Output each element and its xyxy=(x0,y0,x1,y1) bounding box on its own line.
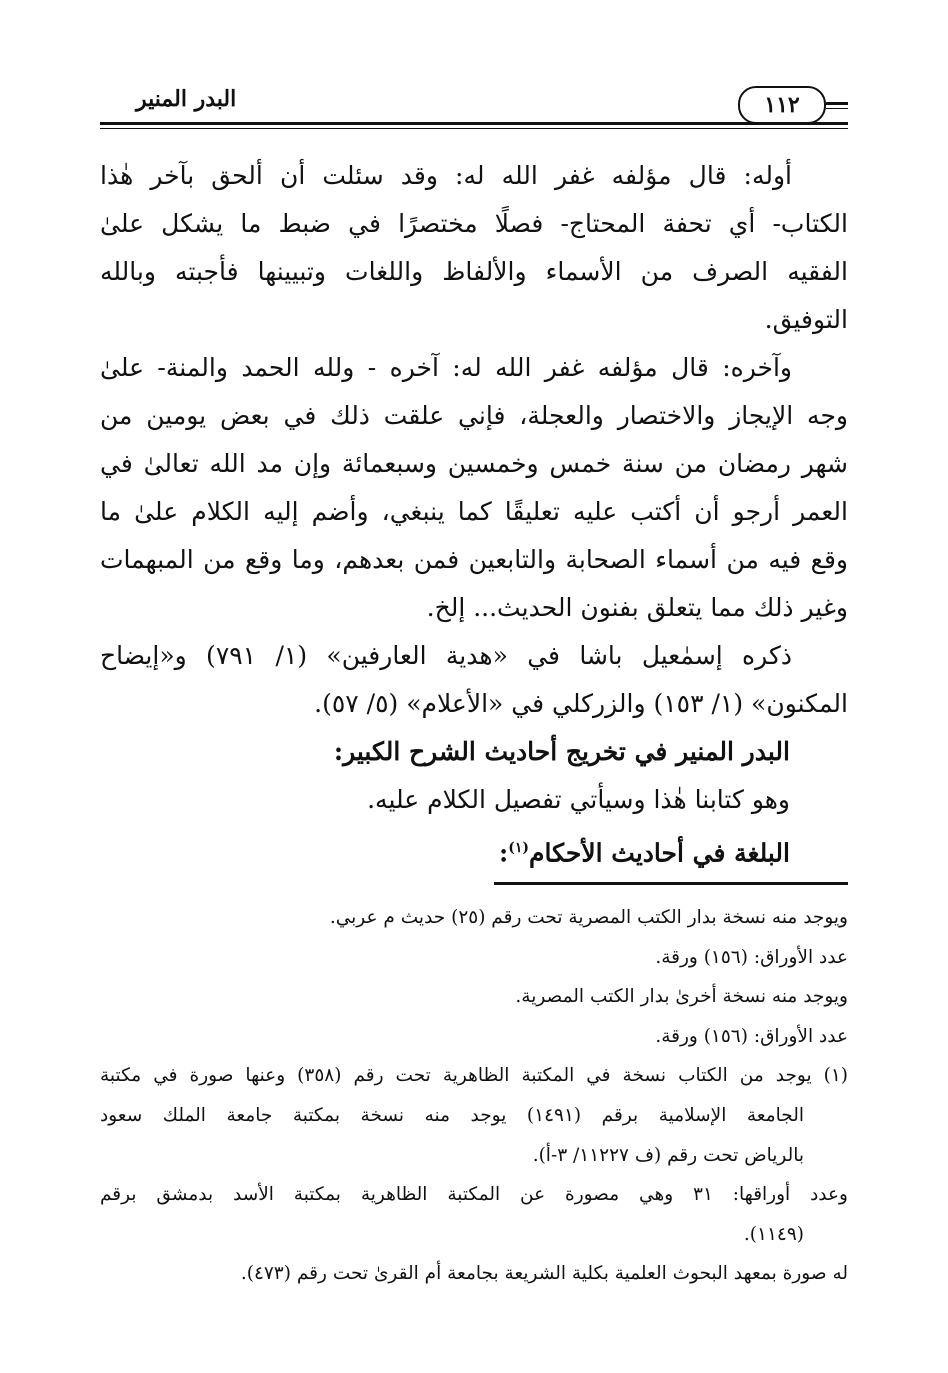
text-line: الكتاب- أي تحفة المحتاج- فصلًا مختصرًا في ضبط ما يشكل علىٰ xyxy=(100,209,848,238)
header-rule-thick xyxy=(100,122,848,125)
header-rule-tail xyxy=(826,102,848,105)
text-line: وجه الإيجاز والاختصار والعجلة، فإني علقت ذلك في بعض يومين من xyxy=(100,401,848,430)
footnote-line: ويوجد منه نسخة أخرىٰ بدار الكتب المصرية. xyxy=(515,986,848,1008)
footnote-line: (١١٤٩). xyxy=(743,1223,804,1245)
text-line: وهو كتابنا هٰذا وسيأتي تفصيل الكلام عليه. xyxy=(367,785,790,814)
footnote-line: عدد الأوراق: (١٥٦) ورقة. xyxy=(655,1025,848,1047)
page-number-badge xyxy=(738,86,826,124)
text-line: الفقيه الصرف من الأسماء والألفاظ واللغات وتبيينها فأجبته وبالله xyxy=(100,257,848,286)
text-line: وقع فيه من أسماء الصحابة والتابعين فمن بعدهم، وما وقع من المبهمات xyxy=(100,545,848,574)
footnotes xyxy=(100,898,848,1294)
text-line: ذكره إسمٰعيل باشا في «هدية العارفين» (١/ ٧٩١) و«إيضاح xyxy=(100,641,792,670)
footnote-marker: (١) xyxy=(508,840,530,856)
text-line: المكنون» (١/ ١٥٣) والزركلي في «الأعلام» (٥/ ٥٧). xyxy=(314,689,848,718)
footnote-line: الجامعة الإسلامية برقم (١٤٩١) يوجد منه نسخة بمكتبة جامعة الملك سعود xyxy=(100,1104,804,1126)
page-header xyxy=(100,84,848,134)
footnote-line: (١) يوجد من الكتاب نسخة في المكتبة الظاهرية تحت رقم (٣٥٨) وعنها صورة في مكتبة xyxy=(100,1065,848,1087)
page-number: ١١٢ xyxy=(764,92,800,118)
header-rule-tail-thin xyxy=(826,108,848,109)
text-line: شهر رمضان من سنة خمس وخمسين وسبعمائة وإن مد الله تعالىٰ في xyxy=(100,449,848,478)
footnote-line: عدد الأوراق: (١٥٦) ورقة. xyxy=(655,946,848,968)
text-line: أوله: قال مؤلفه غفر الله له: وقد سئلت أن ألحق بآخر هٰذا xyxy=(100,161,792,190)
section-heading xyxy=(100,824,848,872)
text-line: وآخره: قال مؤلفه غفر الله له: آخره - ولله الحمد والمنة- علىٰ xyxy=(100,353,792,382)
text-line: التوفيق. xyxy=(764,305,848,334)
heading-text: البلغة في أحاديث الأحكام xyxy=(529,838,790,868)
footnote-line: وعدد أوراقها: ٣١ وهي مصورة عن المكتبة الظاهرية بمكتبة الأسد بدمشق برقم xyxy=(100,1184,848,1206)
footnote-line: ويوجد منه نسخة بدار الكتب المصرية تحت رقم (٢٥) حديث م عربي. xyxy=(329,907,848,928)
footnote-separator xyxy=(494,882,848,885)
footnote-line: له صورة بمعهد البحوث العلمية بكلية الشريعة بجامعة أم القرىٰ تحت رقم (٤٧٣). xyxy=(240,1263,848,1285)
text-line: وغير ذلك مما يتعلق بفنون الحديث... إلخ. xyxy=(426,593,848,622)
section-heading: البدر المنير في تخريج أحاديث الشرح الكبير: xyxy=(333,737,790,766)
heading-colon: : xyxy=(499,838,509,868)
main-text xyxy=(100,152,848,872)
footnote-line: بالرياض تحت رقم (ف ١١٢٢٧/ ٣-أ). xyxy=(532,1144,804,1166)
text-line: العمر أرجو أن أكتب عليه تعليقًا كما ينبغي، وأضم إليه الكلام علىٰ ما xyxy=(100,497,848,526)
header-rule-thin xyxy=(100,128,848,129)
running-title: البدر المنير xyxy=(128,86,244,112)
